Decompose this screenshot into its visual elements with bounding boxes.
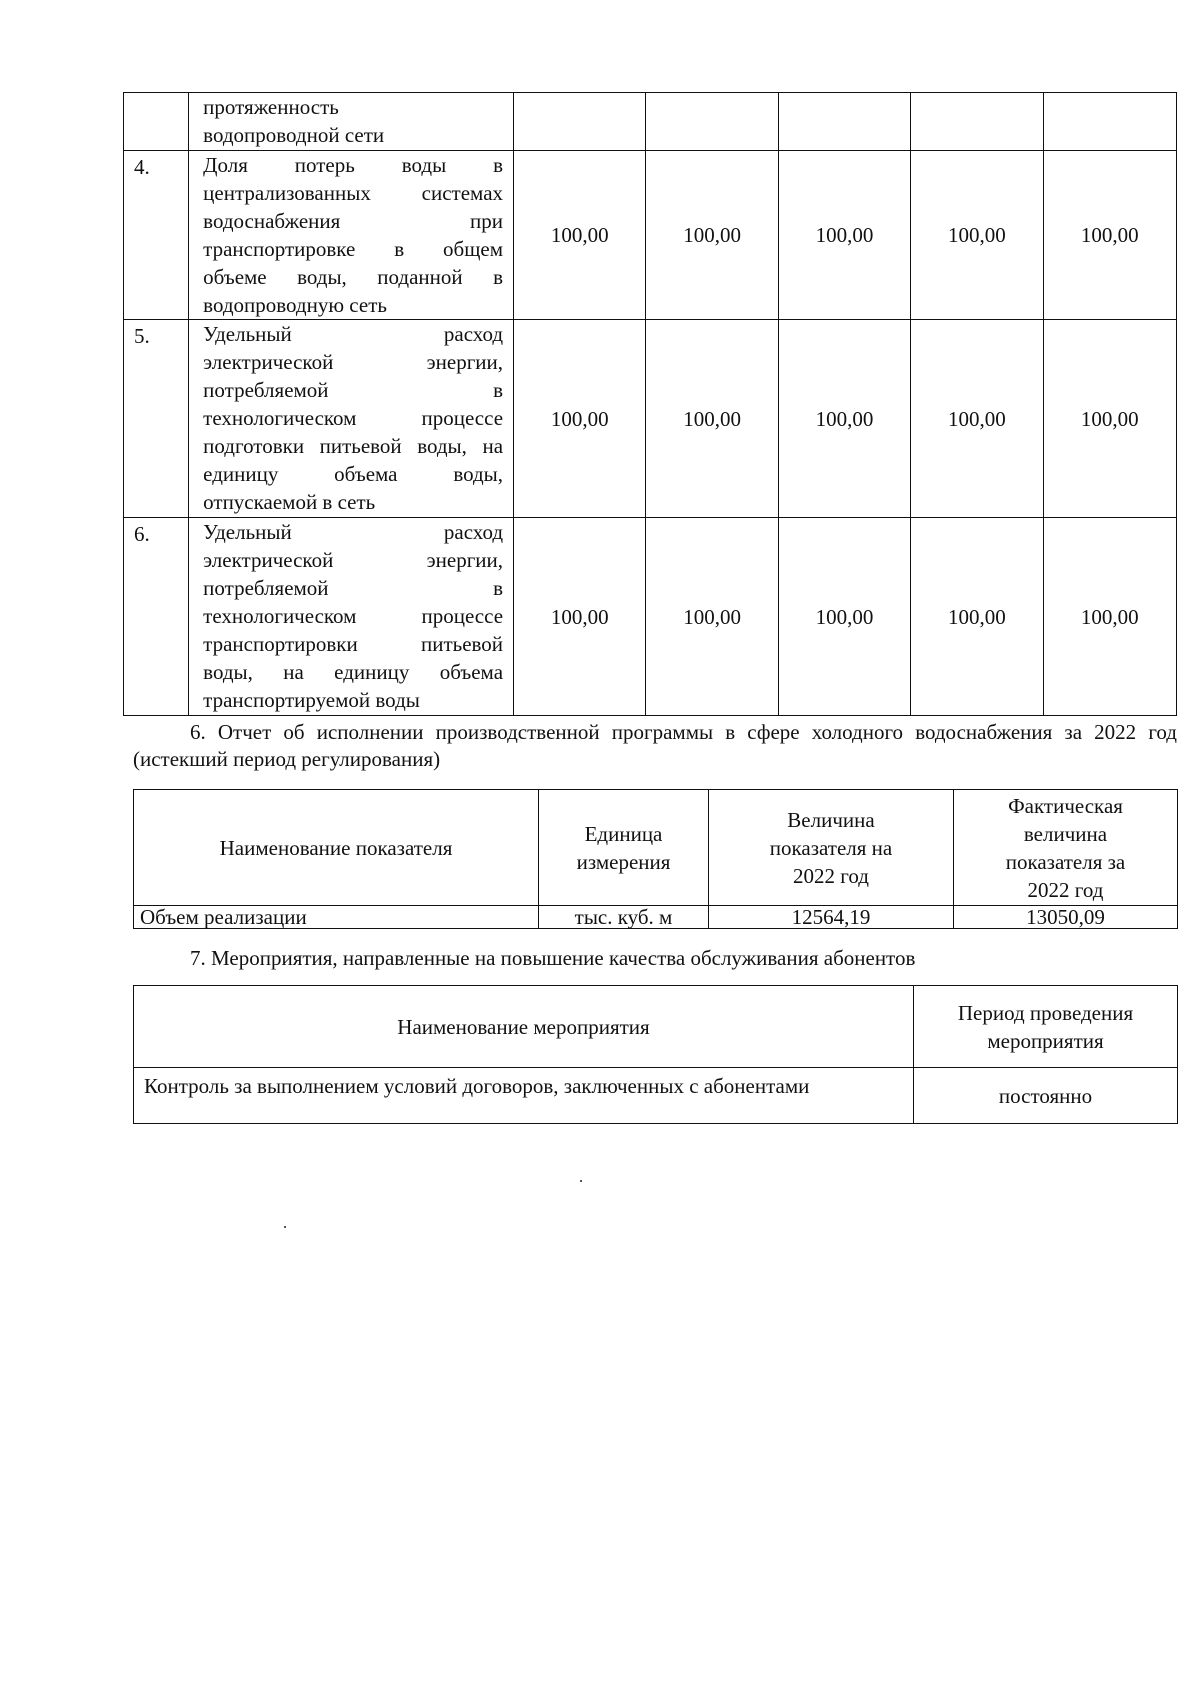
indicator-name-line: потребляемой в: [203, 576, 504, 600]
header-unit: Единица измерения: [539, 790, 709, 906]
indicator-name-line: транспортировке в общем: [203, 237, 504, 261]
indicator-value: 100,00: [778, 151, 910, 320]
row-number: 4.: [124, 151, 189, 320]
indicator-name-line: подготовки питьевой воды, на: [203, 434, 504, 458]
report-table: [133, 789, 1178, 929]
indicator-name-line: водоснабжения при: [203, 209, 504, 233]
indicator-value: 100,00: [646, 320, 778, 518]
indicator-value: 100,00: [514, 151, 646, 320]
indicator-name-line: электрической энергии,: [203, 548, 504, 572]
indicator-value: [646, 93, 778, 151]
table-row: [124, 93, 1177, 151]
row-measure-name: Контроль за выполнением условий договоров, заключенных с абонентами: [134, 1068, 914, 1124]
indicator-value: 100,00: [646, 518, 778, 716]
indicator-name-line: протяженность: [203, 95, 339, 119]
indicator-value: [1043, 93, 1176, 151]
indicator-name-line: электрической энергии,: [203, 350, 504, 374]
indicator-name: [189, 151, 514, 320]
indicator-value: 100,00: [911, 518, 1043, 716]
table-row: [124, 320, 1177, 518]
indicator-value: 100,00: [646, 151, 778, 320]
indicator-name-line: Удельный расход: [203, 322, 504, 346]
row-unit: тыс. куб. м: [539, 906, 709, 929]
header-indicator-name: Наименование показателя: [134, 790, 539, 906]
row-number: 5.: [124, 320, 189, 518]
indicators-table: [123, 92, 1177, 716]
indicator-value: 100,00: [911, 320, 1043, 518]
row-actual-value: 13050,09: [954, 906, 1178, 929]
indicator-name: [189, 93, 514, 151]
indicator-name-line: транспортировки питьевой: [203, 632, 504, 656]
indicator-name-line: централизованных системах: [203, 181, 504, 205]
indicator-name-line: водопроводную сеть: [203, 293, 387, 317]
section-7-heading: 7. Мероприятия, направленные на повышение качества обслуживания абонентов: [190, 946, 916, 970]
scan-speck: [284, 1226, 286, 1228]
indicator-name-line: технологическом процессе: [203, 406, 504, 430]
indicator-name-line: Удельный расход: [203, 520, 504, 544]
indicator-value: [514, 93, 646, 151]
indicator-value: 100,00: [778, 518, 910, 716]
report-table-header-row: [134, 790, 1178, 906]
row-measure-period: постоянно: [914, 1068, 1178, 1124]
indicator-name-line: технологическом процессе: [203, 604, 504, 628]
indicator-name-line: объеме воды, поданной в: [203, 265, 504, 289]
indicator-value: 100,00: [1043, 320, 1176, 518]
indicator-value: 100,00: [911, 151, 1043, 320]
indicator-value: [778, 93, 910, 151]
indicator-value: 100,00: [1043, 151, 1176, 320]
indicator-value: 100,00: [514, 320, 646, 518]
indicator-value: 100,00: [1043, 518, 1176, 716]
indicator-name-line: воды, на единицу объема: [203, 660, 504, 684]
indicator-name: [189, 320, 514, 518]
scan-speck: [580, 1180, 582, 1182]
table-row: [124, 151, 1177, 320]
section-6-heading: 6. Отчет об исполнении производственной программы в сфере холодного водоснабжения за 2022 год (истекший период регулирования): [133, 720, 1177, 771]
header-measure-name: Наименование мероприятия: [134, 986, 914, 1068]
indicator-name-line: единицу объема воды,: [203, 462, 504, 486]
row-indicator-name: Объем реализации: [134, 906, 539, 929]
table-row: [134, 906, 1178, 929]
table-row: [124, 518, 1177, 716]
indicator-value: [911, 93, 1043, 151]
header-actual-value: Фактическая величина показателя за 2022 год: [954, 790, 1178, 906]
row-planned-value: 12564,19: [709, 906, 954, 929]
indicator-name-line: транспортируемой воды: [203, 688, 420, 712]
measures-table-header-row: [134, 986, 1178, 1068]
row-number: [124, 93, 189, 151]
header-planned-value: Величина показателя на 2022 год: [709, 790, 954, 906]
indicator-name-line: потребляемой в: [203, 378, 504, 402]
header-measure-period: Период проведения мероприятия: [914, 986, 1178, 1068]
indicator-name-line: отпускаемой в сеть: [203, 490, 376, 514]
measures-table: [133, 985, 1178, 1124]
indicator-name-line: водопроводной сети: [203, 123, 385, 147]
indicator-name-line: Доля потерь воды в: [203, 153, 504, 177]
indicator-value: 100,00: [514, 518, 646, 716]
indicator-name: [189, 518, 514, 716]
indicator-value: 100,00: [778, 320, 910, 518]
table-row: [134, 1068, 1178, 1124]
row-number: 6.: [124, 518, 189, 716]
